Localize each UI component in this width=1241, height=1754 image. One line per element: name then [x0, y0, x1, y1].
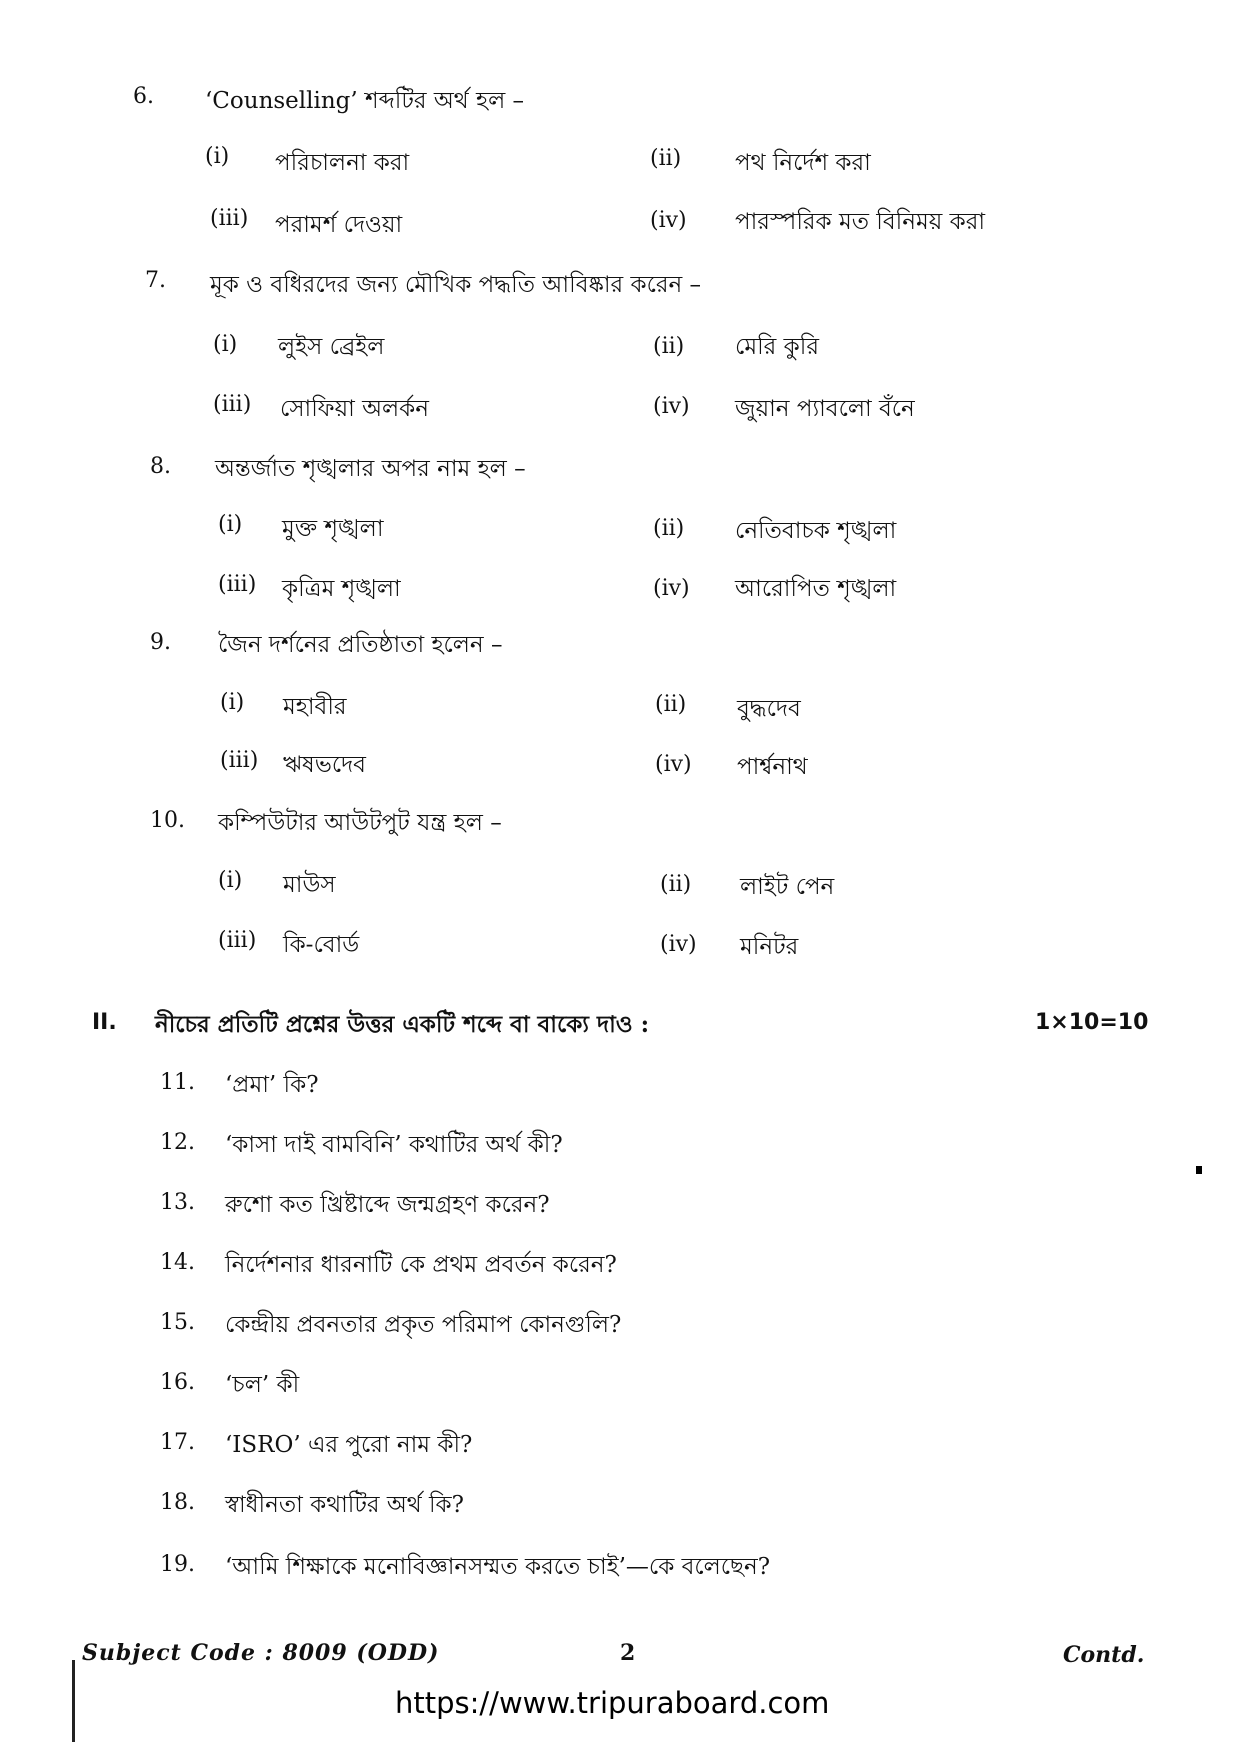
option-label: (iii)	[213, 392, 252, 417]
question-text: ‘ISRO’ এর পুরো নাম কী?	[225, 1432, 473, 1458]
question-number: 18.	[160, 1490, 195, 1515]
question-number: 9.	[150, 630, 171, 655]
option-label: (iv)	[653, 394, 690, 419]
watermark-url: https://www.tripuraboard.com	[395, 1686, 830, 1720]
question-number: 7.	[145, 268, 166, 293]
margin-line	[72, 1660, 75, 1742]
question-text: মূক ও বধিরদের জন্য মৌখিক পদ্ধতি আবিষ্কার করেন –	[210, 272, 702, 298]
option-label: (iii)	[218, 572, 257, 597]
option-label: (iii)	[210, 206, 249, 231]
option-text: লুইস ব্রেইল	[278, 334, 385, 360]
option-label: (iii)	[218, 928, 257, 953]
option-text: পরামর্শ দেওয়া	[275, 212, 403, 238]
question-number: 6.	[133, 84, 154, 109]
option-label: (iv)	[650, 208, 687, 233]
page-number: 2	[620, 1640, 636, 1666]
question-number: 12.	[160, 1130, 195, 1155]
option-label: (iv)	[660, 932, 697, 957]
section-marks: 1×10=10	[1035, 1010, 1149, 1035]
option-text: কৃত্রিম শৃঙ্খলা	[282, 576, 401, 602]
option-text: ঋষভদেব	[283, 752, 366, 778]
subject-code: Subject Code : 8009 (ODD)	[82, 1640, 440, 1666]
section-instruction: নীচের প্রতিটি প্রশ্নের উত্তর একটি শব্দে বা বাক্যে দাও :	[155, 1011, 650, 1038]
question-number: 8.	[150, 454, 171, 479]
option-label: (iii)	[220, 748, 259, 773]
option-label: (ii)	[653, 334, 685, 359]
option-label: (iv)	[655, 752, 692, 777]
question-number: 16.	[160, 1370, 195, 1395]
option-text: মহাবীর	[283, 694, 347, 720]
option-label: (ii)	[653, 516, 685, 541]
question-text: জৈন দর্শনের প্রতিষ্ঠাতা হলেন –	[218, 632, 503, 658]
question-number: 15.	[160, 1310, 195, 1335]
option-text: বুদ্ধদেব	[737, 696, 801, 722]
question-text: নির্দেশনার ধারনাটি কে প্রথম প্রবর্তন করেন?	[225, 1252, 617, 1278]
option-label: (ii)	[650, 146, 682, 171]
question-text: স্বাধীনতা কথাটির অর্থ কি?	[225, 1492, 464, 1518]
question-number: 11.	[160, 1070, 195, 1095]
option-text: সোফিয়া অলর্কন	[280, 396, 429, 422]
option-label: (iv)	[653, 576, 690, 601]
option-text: মাউস	[283, 872, 336, 898]
option-label: (i)	[218, 868, 243, 893]
option-text: পরিচালনা করা	[275, 150, 410, 176]
option-text: মেরি কুরি	[735, 334, 819, 360]
question-text: ‘Counselling’ শব্দটির অর্থ হল –	[205, 88, 525, 114]
question-number: 10.	[150, 808, 185, 833]
question-text: ‘আমি শিক্ষাকে মনোবিজ্ঞানসম্মত করতে চাই’—কে বলেছেন?	[225, 1554, 771, 1580]
option-text: পথ নির্দেশ করা	[735, 150, 871, 176]
question-text: ‘প্রমা’ কি?	[225, 1072, 319, 1098]
option-text: মনিটর	[740, 934, 799, 960]
scan-mark	[1196, 1166, 1202, 1174]
option-text: জুয়ান প্যাবলো বঁনে	[735, 396, 915, 422]
option-label: (i)	[205, 144, 230, 169]
option-text: নেতিবাচক শৃঙ্খলা	[735, 518, 897, 544]
option-text: পারস্পরিক মত বিনিময় করা	[735, 209, 986, 235]
option-label: (i)	[220, 690, 245, 715]
continued-note: Contd.	[1063, 1642, 1145, 1668]
question-text: কম্পিউটার আউটপুট যন্ত্র হল –	[218, 810, 502, 836]
question-number: 19.	[160, 1552, 195, 1577]
option-label: (i)	[218, 512, 243, 537]
option-label: (i)	[213, 332, 238, 357]
question-number: 17.	[160, 1430, 195, 1455]
option-text: মুক্ত শৃঙ্খলা	[282, 516, 384, 542]
option-text: আরোপিত শৃঙ্খলা	[735, 576, 897, 602]
question-text: রুশো কত খ্রিষ্টাব্দে জন্মগ্রহণ করেন?	[225, 1192, 550, 1218]
question-text: ‘কাসা দাই বামবিনি’ কথাটির অর্থ কী?	[225, 1132, 563, 1158]
section-label: II.	[92, 1010, 117, 1035]
question-text: ‘চল’ কী	[225, 1372, 300, 1398]
question-number: 13.	[160, 1190, 195, 1215]
option-text: লাইট পেন	[740, 874, 835, 900]
option-label: (ii)	[660, 872, 692, 897]
option-text: পার্শ্বনাথ	[737, 754, 808, 780]
question-text: অন্তর্জাত শৃঙ্খলার অপর নাম হল –	[215, 456, 526, 482]
option-label: (ii)	[655, 692, 687, 717]
question-number: 14.	[160, 1250, 195, 1275]
question-text: কেন্দ্রীয় প্রবনতার প্রকৃত পরিমাপ কোনগুলি?	[225, 1312, 622, 1338]
option-text: কি-বোর্ড	[283, 932, 360, 958]
